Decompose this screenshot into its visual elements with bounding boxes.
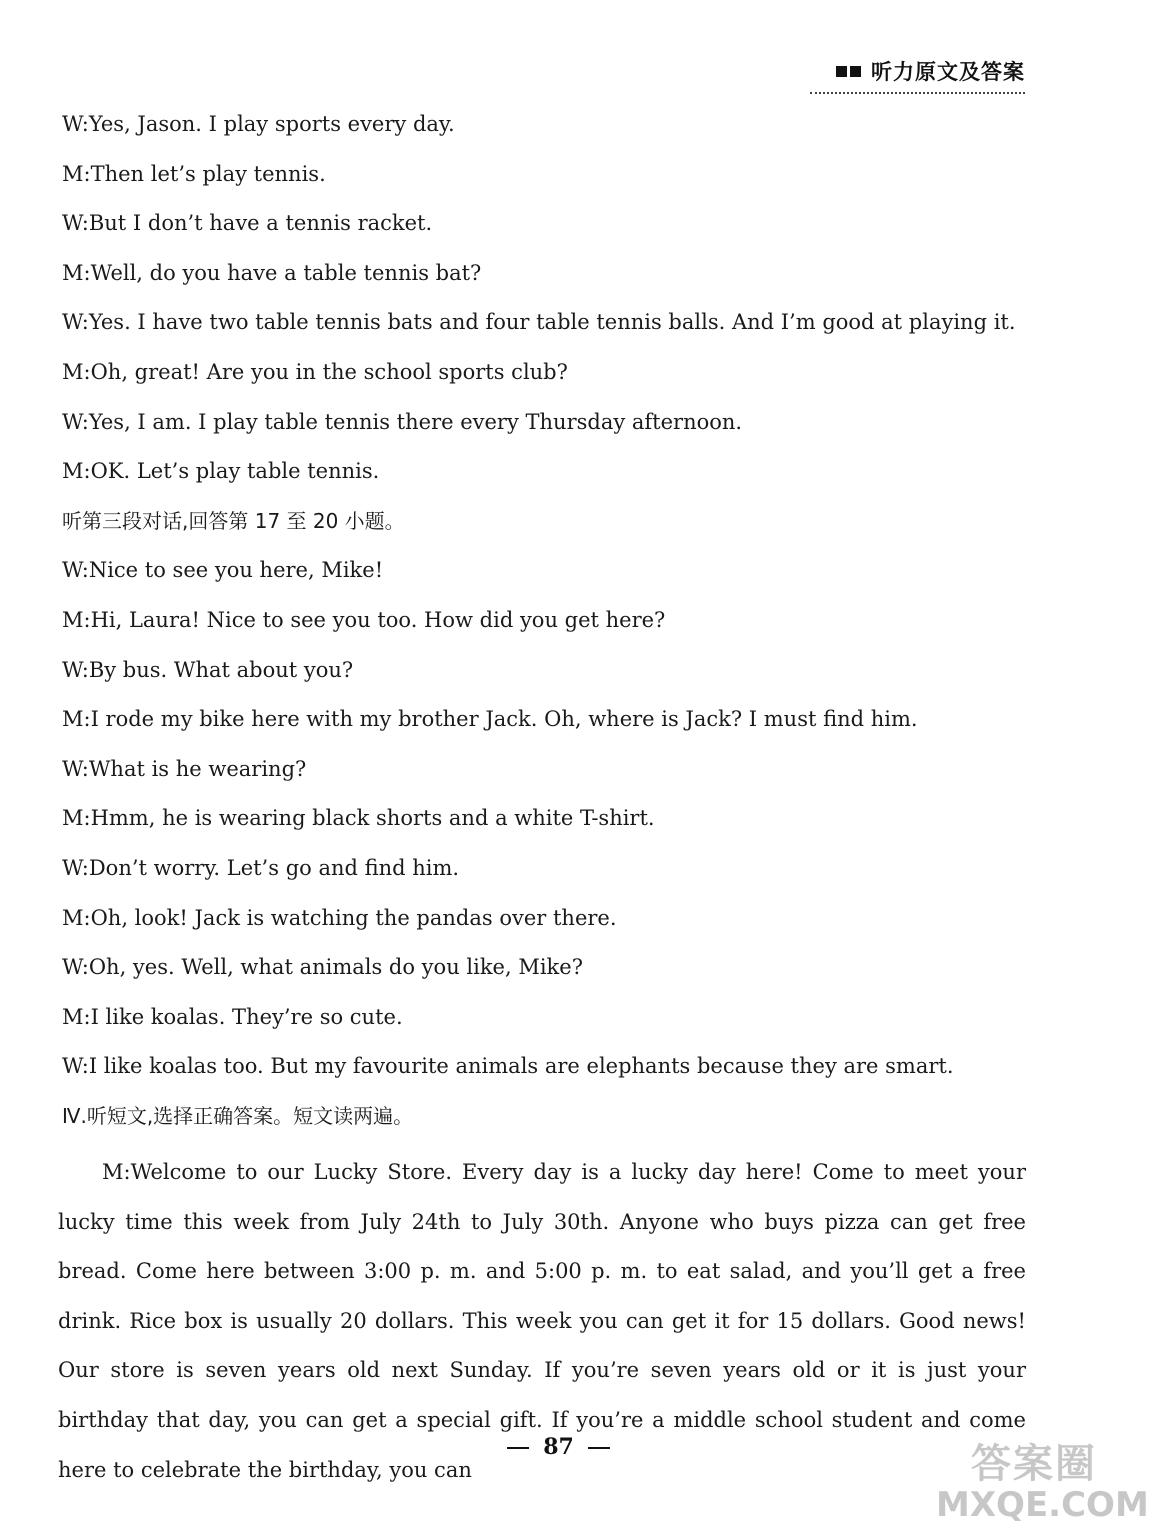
section-instruction: 听第三段对话,回答第 17 至 20 小题。 bbox=[62, 508, 405, 533]
watermark-top: 答案圈 bbox=[971, 1441, 1097, 1487]
dialogue-transcript bbox=[62, 106, 1042, 1147]
dash-right bbox=[588, 1447, 610, 1449]
dialogue-line: W:But I don’t have a tennis racket. bbox=[62, 211, 433, 236]
dialogue-line: W:Yes, I am. I play table tennis there every Thursday afternoon. bbox=[62, 409, 743, 434]
header-squares-icon bbox=[836, 66, 861, 77]
dialogue-line: W:Nice to see you here, Mike! bbox=[62, 558, 384, 583]
dialogue-line: M:Hi, Laura! Nice to see you too. How did you get here? bbox=[62, 607, 666, 632]
dash-left bbox=[507, 1447, 529, 1449]
dialogue-line: W:By bus. What about you? bbox=[62, 657, 354, 682]
dialogue-line: W:What is he wearing? bbox=[62, 756, 307, 781]
passage-text: M:Welcome to our Lucky Store. Every day is a lucky day here! Come to meet your lucky time this week from July 24th to July 30th. Anyone who buys pizza can get free bread. Come here between 3:00 p. m. and 5:00 p. m. to eat salad, and you’ll get a free drink. Rice box is usually 20 dollars. This week you can get it for 15 dollars. Good news! Our store is seven years old next Sunday. If you’re seven years old or it is just your birthday that day, you can get a special gift. If you’re a middle school student and come here to celebrate the birthday, you can bbox=[58, 1160, 1026, 1482]
dialogue-line: W:Yes, Jason. I play sports every day. bbox=[62, 112, 455, 136]
dialogue-line: M:Hmm, he is wearing black shorts and a white T-shirt. bbox=[62, 806, 655, 831]
dialogue-line: M:Oh, look! Jack is watching the pandas over there. bbox=[62, 905, 617, 930]
dialogue-line: W:Yes. I have two table tennis bats and four table tennis balls. And I’m good at playing it. bbox=[62, 310, 1016, 335]
dialogue-line: M:Then let’s play tennis. bbox=[62, 161, 326, 186]
page-number-value: 87 bbox=[543, 1434, 574, 1460]
dialogue-line: W:I like koalas too. But my favourite animals are elephants because they are smart. bbox=[62, 1054, 954, 1079]
watermark-logo bbox=[936, 1432, 1149, 1532]
dialogue-line: M:I rode my bike here with my brother Jack. Oh, where is Jack? I must find him. bbox=[62, 707, 918, 732]
dialogue-line: M:I like koalas. They’re so cute. bbox=[62, 1004, 403, 1029]
page-header bbox=[810, 56, 1025, 94]
dialogue-line: M:Well, do you have a table tennis bat? bbox=[62, 260, 482, 285]
dialogue-line: M:Oh, great! Are you in the school sports club? bbox=[62, 359, 568, 384]
dialogue-line: W:Oh, yes. Well, what animals do you like, Mike? bbox=[62, 955, 583, 980]
dialogue-line: M:OK. Let’s play table tennis. bbox=[62, 459, 380, 484]
section-heading: Ⅳ.听短文,选择正确答案。短文读两遍。 bbox=[62, 1103, 414, 1128]
dialogue-line: W:Don’t worry. Let’s go and find him. bbox=[62, 855, 460, 880]
watermark-bottom: MXQE.COM bbox=[936, 1485, 1149, 1525]
header-title: 听力原文及答案 bbox=[871, 60, 1025, 84]
